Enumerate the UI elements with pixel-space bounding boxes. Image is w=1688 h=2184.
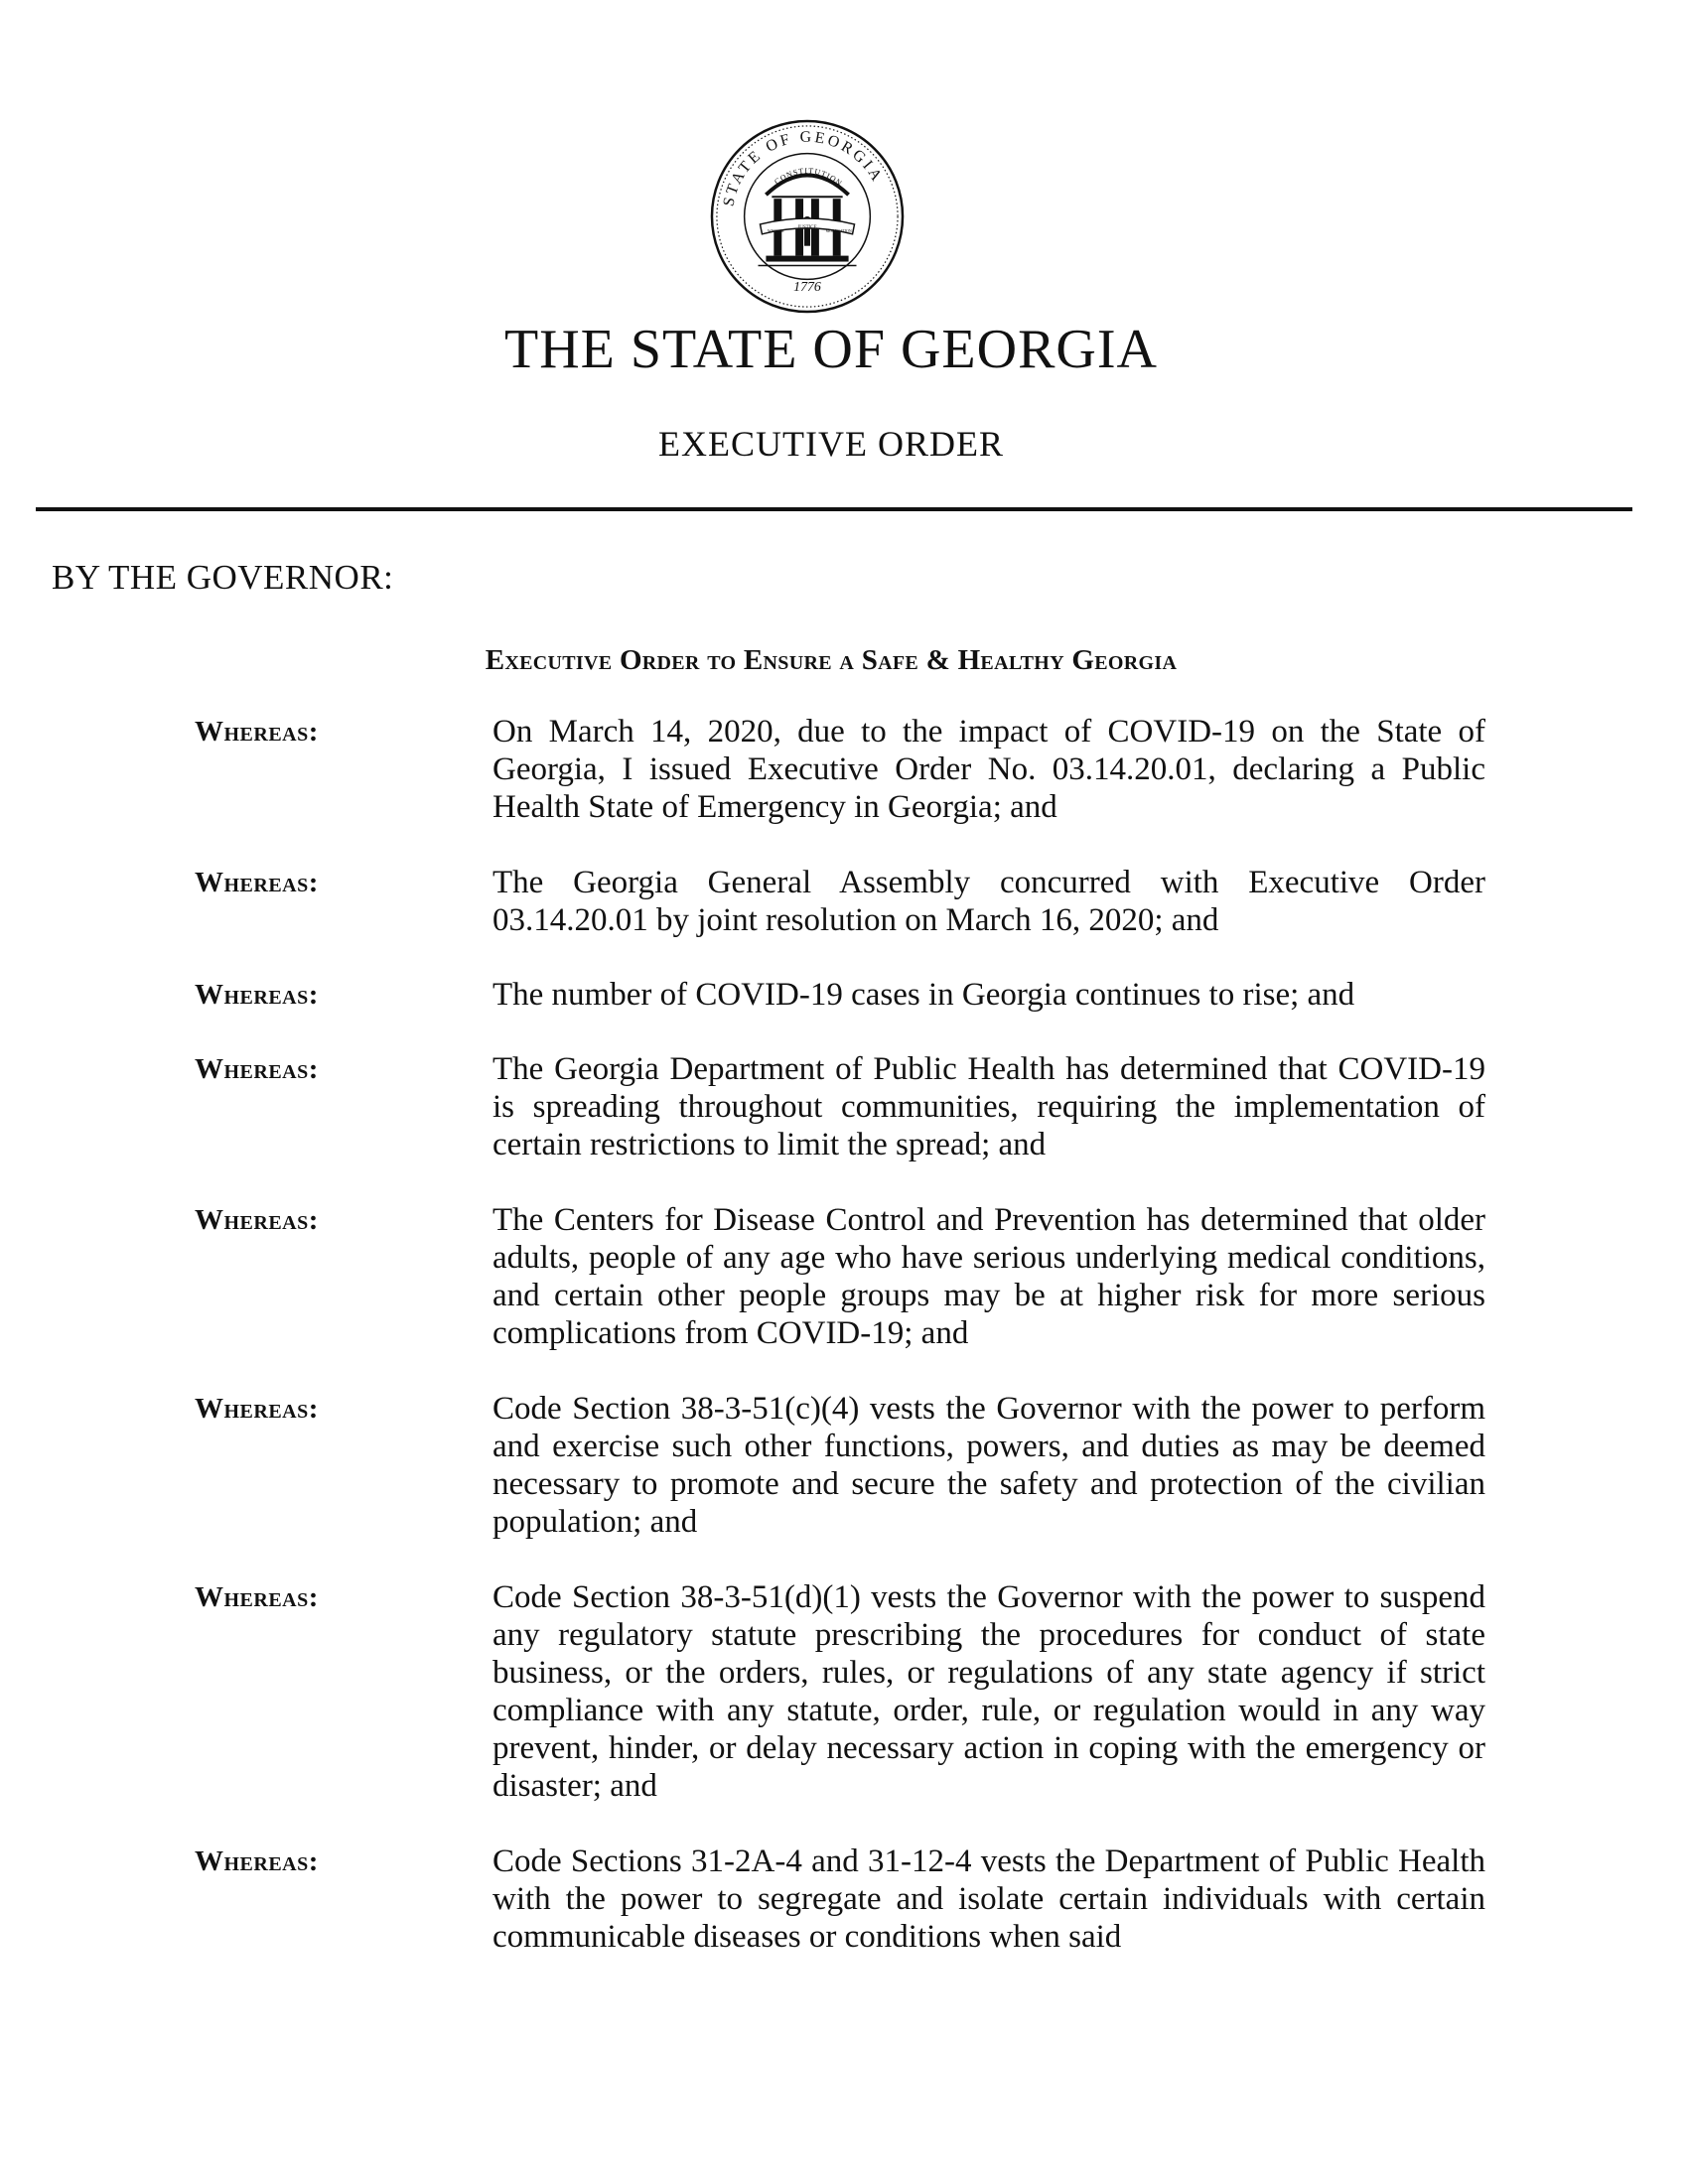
clause-text: On March 14, 2020, due to the impact of COVID-19 on the State of Georgia, I issued Executive Order No. 03.14.20.01, declaring a Public Health State of Emergency in Georgia; and [492,714,1485,825]
whereas-label: Whereas: [195,1053,319,1085]
seal-arch-text: CONSTITUTION [773,166,845,189]
whereas-label: Whereas: [195,979,319,1011]
clause-text: Code Sections 31-2A-4 and 31-12-4 vests the Department of Public Health with the power to segregate and isolate certain individuals with certain communicable diseases or conditions when said [492,1843,1485,1955]
georgia-state-seal [709,118,906,315]
clause-text: The Centers for Disease Control and Prevention has determined that older adults, people of any age who have serious underlying medical conditions, and certain other people groups may be at higher risk for more serious complications from COVID-19; and [492,1202,1485,1351]
seal-banner-center: JUSTICE [797,224,817,230]
page-title: THE STATE OF GEORGIA [504,319,1158,380]
seal-year: 1776 [793,279,821,295]
document-type: EXECUTIVE ORDER [658,424,1004,464]
whereas-label: Whereas: [195,716,319,748]
seal-graphic [709,118,906,315]
clause-text: The number of COVID-19 cases in Georgia continues to rise; and [492,977,1355,1013]
whereas-label: Whereas: [195,1581,319,1613]
by-the-governor-line: BY THE GOVERNOR: [52,558,394,597]
whereas-label: Whereas: [195,1393,319,1425]
whereas-label: Whereas: [195,1204,319,1236]
order-title: Executive Order to Ensure a Safe & Healthy Georgia [485,644,1178,676]
clause-text: Code Section 38-3-51(d)(1) vests the Governor with the power to suspend any regulatory statute prescribing the procedures for conduct of state business, or the orders, rules, or regulations of any state agency if strict compliance with any statute, order, rule, or regulation would in any way prevent, hinder, or delay necessary action in coping with the emergency or disaster; and [492,1579,1485,1804]
seal-banner-left: WISDOM [768,227,784,233]
clause-text: The Georgia Department of Public Health has determined that COVID-19 is spreading throughout communities, requiring the implementation of certain restrictions to limit the spread; and [492,1051,1485,1162]
whereas-label: Whereas: [195,867,319,898]
clause-text: The Georgia General Assembly concurred with Executive Order 03.14.20.01 by joint resolution on March 16, 2020; and [492,865,1485,938]
seal-banner-right: MODERATION [825,227,852,233]
whereas-label: Whereas: [195,1845,319,1877]
header-divider [36,507,1632,511]
seal-ring-text: STATE OF GEORGIA [720,128,887,208]
clause-text: Code Section 38-3-51(c)(4) vests the Governor with the power to perform and exercise such other functions, powers, and duties as may be deemed necessary to promote and secure the safety and protection of the civilian population; and [492,1391,1485,1540]
